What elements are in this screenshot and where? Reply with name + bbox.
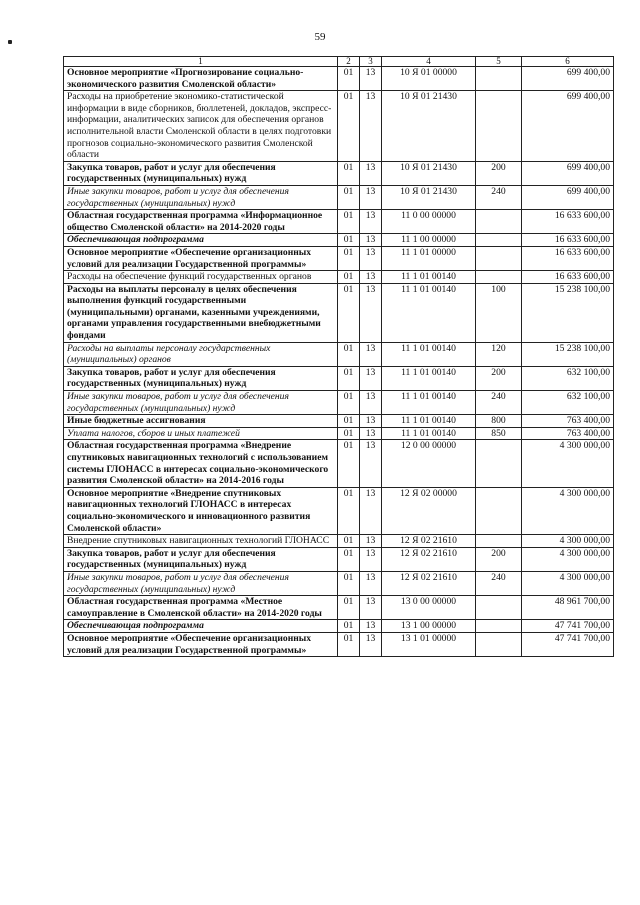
row-expense-type: 120 xyxy=(476,342,522,366)
row-section-code: 01 xyxy=(338,342,360,366)
row-amount: 4 300 000,00 xyxy=(522,547,614,571)
header-row xyxy=(64,57,614,67)
row-amount: 48 961 700,00 xyxy=(522,596,614,620)
row-subsection-code: 13 xyxy=(360,415,382,428)
table-row xyxy=(64,161,614,185)
row-description: Основное мероприятие «Обеспечение организационных условий для реализации Государственной программы» xyxy=(64,632,338,656)
row-section-code: 01 xyxy=(338,571,360,595)
row-target-article: 12 0 00 00000 xyxy=(382,440,476,487)
row-section-code: 01 xyxy=(338,246,360,270)
row-expense-type xyxy=(476,632,522,656)
row-target-article: 10 Я 01 00000 xyxy=(382,67,476,91)
row-expense-type xyxy=(476,271,522,284)
row-section-code: 01 xyxy=(338,161,360,185)
column-header: 1 xyxy=(64,57,338,67)
row-subsection-code: 13 xyxy=(360,234,382,247)
row-target-article: 13 0 00 00000 xyxy=(382,596,476,620)
row-section-code: 01 xyxy=(338,234,360,247)
row-subsection-code: 13 xyxy=(360,91,382,162)
table-row xyxy=(64,91,614,162)
row-subsection-code: 13 xyxy=(360,440,382,487)
row-description: Иные закупки товаров, работ и услуг для обеспечения государственных (муниципальных) нужд xyxy=(64,391,338,415)
row-target-article: 12 Я 02 21610 xyxy=(382,547,476,571)
row-section-code: 01 xyxy=(338,440,360,487)
row-subsection-code: 13 xyxy=(360,571,382,595)
row-amount: 4 300 000,00 xyxy=(522,440,614,487)
row-amount: 4 300 000,00 xyxy=(522,535,614,548)
row-amount: 16 633 600,00 xyxy=(522,246,614,270)
row-target-article: 11 1 01 00140 xyxy=(382,271,476,284)
row-section-code: 01 xyxy=(338,620,360,633)
row-section-code: 01 xyxy=(338,535,360,548)
row-expense-type xyxy=(476,620,522,633)
row-section-code: 01 xyxy=(338,415,360,428)
table-row xyxy=(64,440,614,487)
row-section-code: 01 xyxy=(338,487,360,534)
row-subsection-code: 13 xyxy=(360,391,382,415)
row-section-code: 01 xyxy=(338,427,360,440)
table-row xyxy=(64,271,614,284)
row-description: Областная государственная программа «Информационное общество Смоленской области» на 2014-2020 годы xyxy=(64,210,338,234)
row-section-code: 01 xyxy=(338,185,360,209)
row-expense-type xyxy=(476,67,522,91)
row-amount: 632 100,00 xyxy=(522,366,614,390)
table-row xyxy=(64,571,614,595)
table-row xyxy=(64,487,614,534)
row-target-article: 10 Я 01 21430 xyxy=(382,91,476,162)
row-target-article: 13 1 00 00000 xyxy=(382,620,476,633)
row-target-article: 12 Я 02 00000 xyxy=(382,487,476,534)
table-row xyxy=(64,283,614,342)
row-subsection-code: 13 xyxy=(360,185,382,209)
row-amount: 763 400,00 xyxy=(522,427,614,440)
table-row xyxy=(64,620,614,633)
row-section-code: 01 xyxy=(338,283,360,342)
column-header: 2 xyxy=(338,57,360,67)
row-subsection-code: 13 xyxy=(360,620,382,633)
row-subsection-code: 13 xyxy=(360,596,382,620)
row-section-code: 01 xyxy=(338,391,360,415)
row-expense-type: 240 xyxy=(476,571,522,595)
row-target-article: 11 1 01 00140 xyxy=(382,415,476,428)
row-target-article: 11 1 01 00000 xyxy=(382,246,476,270)
column-header: 6 xyxy=(522,57,614,67)
row-expense-type: 200 xyxy=(476,547,522,571)
row-section-code: 01 xyxy=(338,67,360,91)
row-subsection-code: 13 xyxy=(360,427,382,440)
row-target-article: 12 Я 02 21610 xyxy=(382,535,476,548)
row-section-code: 01 xyxy=(338,547,360,571)
row-target-article: 10 Я 01 21430 xyxy=(382,185,476,209)
row-target-article: 11 0 00 00000 xyxy=(382,210,476,234)
row-target-article: 11 1 01 00140 xyxy=(382,427,476,440)
row-description: Закупка товаров, работ и услуг для обеспечения государственных (муниципальных) нужд xyxy=(64,547,338,571)
row-expense-type: 200 xyxy=(476,366,522,390)
row-description: Расходы на приобретение экономико-статистической информации в виде сборников, бюллетеней, докладов, экспресс-информации, аналитических записок для обеспечения органов исполнительной власти Смоленской области в целях подготовки прогнозов социально-экономического развития Смоленской области xyxy=(64,91,338,162)
row-subsection-code: 13 xyxy=(360,210,382,234)
row-expense-type: 200 xyxy=(476,161,522,185)
row-description: Внедрение спутниковых навигационных технологий ГЛОНАСС xyxy=(64,535,338,548)
row-amount: 699 400,00 xyxy=(522,91,614,162)
row-amount: 699 400,00 xyxy=(522,161,614,185)
row-expense-type xyxy=(476,91,522,162)
row-expense-type xyxy=(476,234,522,247)
row-description: Расходы на выплаты персоналу в целях обеспечения выполнения функций государственными (муниципальными) органами, казенными учреждениями, органами управления государственными внебюджетными фондами xyxy=(64,283,338,342)
row-subsection-code: 13 xyxy=(360,67,382,91)
row-description: Обеспечивающая подпрограмма xyxy=(64,234,338,247)
row-amount: 47 741 700,00 xyxy=(522,632,614,656)
table-row xyxy=(64,210,614,234)
row-amount: 15 238 100,00 xyxy=(522,283,614,342)
row-description: Иные бюджетные ассигнования xyxy=(64,415,338,428)
row-target-article: 11 1 01 00140 xyxy=(382,366,476,390)
row-subsection-code: 13 xyxy=(360,161,382,185)
table-row xyxy=(64,185,614,209)
row-section-code: 01 xyxy=(338,596,360,620)
row-expense-type: 240 xyxy=(476,185,522,209)
row-target-article: 11 1 00 00000 xyxy=(382,234,476,247)
table-row xyxy=(64,342,614,366)
row-target-article: 11 1 01 00140 xyxy=(382,391,476,415)
row-section-code: 01 xyxy=(338,271,360,284)
row-expense-type xyxy=(476,210,522,234)
row-expense-type xyxy=(476,246,522,270)
row-description: Закупка товаров, работ и услуг для обеспечения государственных (муниципальных) нужд xyxy=(64,161,338,185)
table-row xyxy=(64,246,614,270)
row-amount: 763 400,00 xyxy=(522,415,614,428)
row-description: Областная государственная программа «Внедрение спутниковых навигационных технологий с использованием системы ГЛОНАСС в интересах социально-экономического развития Смоленской области» на 2014-2016 годы xyxy=(64,440,338,487)
row-amount: 47 741 700,00 xyxy=(522,620,614,633)
row-subsection-code: 13 xyxy=(360,535,382,548)
row-description: Основное мероприятие «Внедрение спутниковых навигационных технологий ГЛОНАСС в интересах социально-экономического и инновационного развития Смоленской области» xyxy=(64,487,338,534)
row-target-article: 11 1 01 00140 xyxy=(382,342,476,366)
table-row xyxy=(64,596,614,620)
row-section-code: 01 xyxy=(338,210,360,234)
row-subsection-code: 13 xyxy=(360,283,382,342)
row-expense-type xyxy=(476,535,522,548)
table-row xyxy=(64,427,614,440)
row-description: Расходы на выплаты персоналу государственных (муниципальных) органов xyxy=(64,342,338,366)
table-row xyxy=(64,67,614,91)
row-amount: 16 633 600,00 xyxy=(522,234,614,247)
row-expense-type: 800 xyxy=(476,415,522,428)
table-row xyxy=(64,366,614,390)
row-subsection-code: 13 xyxy=(360,246,382,270)
table-row xyxy=(64,535,614,548)
row-expense-type xyxy=(476,596,522,620)
row-expense-type xyxy=(476,440,522,487)
row-subsection-code: 13 xyxy=(360,547,382,571)
row-subsection-code: 13 xyxy=(360,271,382,284)
row-subsection-code: 13 xyxy=(360,366,382,390)
row-target-article: 11 1 01 00140 xyxy=(382,283,476,342)
table-row xyxy=(64,391,614,415)
row-expense-type: 240 xyxy=(476,391,522,415)
budget-table xyxy=(63,56,614,657)
row-expense-type: 100 xyxy=(476,283,522,342)
row-subsection-code: 13 xyxy=(360,632,382,656)
row-description: Областная государственная программа «Местное самоуправление в Смоленской области» на 2014-2020 годы xyxy=(64,596,338,620)
row-amount: 16 633 600,00 xyxy=(522,210,614,234)
row-amount: 4 300 000,00 xyxy=(522,571,614,595)
row-section-code: 01 xyxy=(338,91,360,162)
row-amount: 632 100,00 xyxy=(522,391,614,415)
column-header: 4 xyxy=(382,57,476,67)
row-description: Основное мероприятие «Обеспечение организационных условий для реализации Государственной программы» xyxy=(64,246,338,270)
row-subsection-code: 13 xyxy=(360,342,382,366)
row-description: Уплата налогов, сборов и иных платежей xyxy=(64,427,338,440)
row-target-article: 10 Я 01 21430 xyxy=(382,161,476,185)
row-description: Иные закупки товаров, работ и услуг для обеспечения государственных (муниципальных) нужд xyxy=(64,185,338,209)
row-amount: 16 633 600,00 xyxy=(522,271,614,284)
row-amount: 15 238 100,00 xyxy=(522,342,614,366)
table-row xyxy=(64,415,614,428)
row-amount: 699 400,00 xyxy=(522,185,614,209)
table-row xyxy=(64,234,614,247)
row-description: Обеспечивающая подпрограмма xyxy=(64,620,338,633)
page-number: 59 xyxy=(314,31,326,43)
row-subsection-code: 13 xyxy=(360,487,382,534)
row-description: Расходы на обеспечение функций государственных органов xyxy=(64,271,338,284)
row-expense-type: 850 xyxy=(476,427,522,440)
row-amount: 4 300 000,00 xyxy=(522,487,614,534)
table-row xyxy=(64,632,614,656)
table-row xyxy=(64,547,614,571)
row-description: Иные закупки товаров, работ и услуг для обеспечения государственных (муниципальных) нужд xyxy=(64,571,338,595)
column-header: 3 xyxy=(360,57,382,67)
row-amount: 699 400,00 xyxy=(522,67,614,91)
row-section-code: 01 xyxy=(338,366,360,390)
row-section-code: 01 xyxy=(338,632,360,656)
row-expense-type xyxy=(476,487,522,534)
row-description: Закупка товаров, работ и услуг для обеспечения государственных (муниципальных) нужд xyxy=(64,366,338,390)
row-target-article: 12 Я 02 21610 xyxy=(382,571,476,595)
row-target-article: 13 1 01 00000 xyxy=(382,632,476,656)
column-header: 5 xyxy=(476,57,522,67)
row-description: Основное мероприятие «Прогнозирование социально-экономического развития Смоленской области» xyxy=(64,67,338,91)
